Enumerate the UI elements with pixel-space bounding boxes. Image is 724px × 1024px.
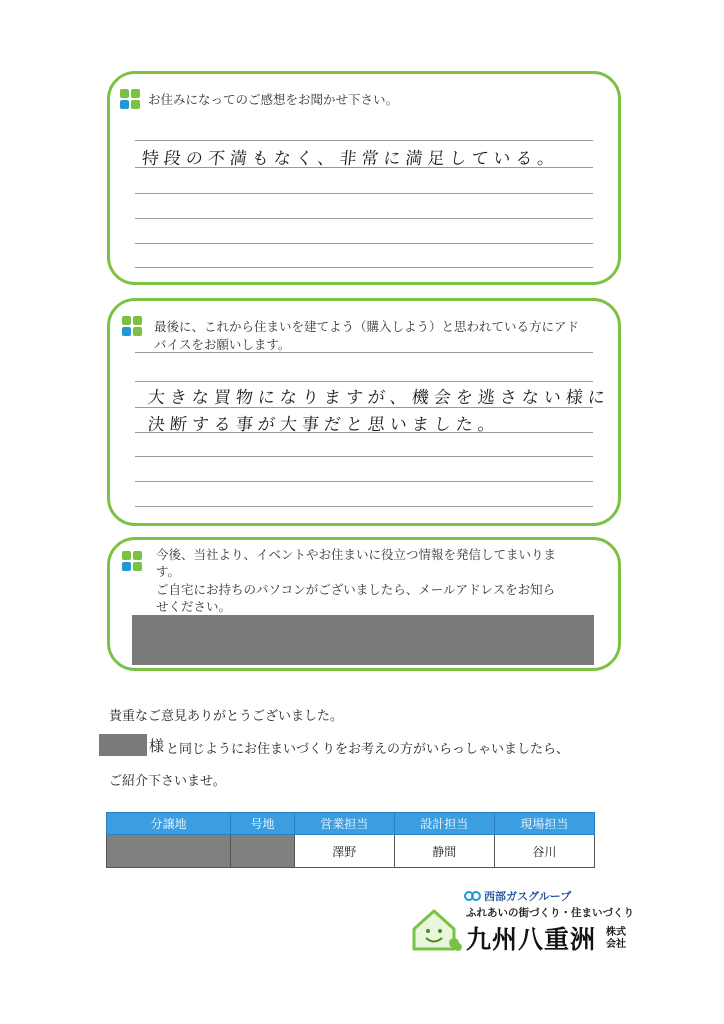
house-smile-icon [410,907,462,953]
referral-ask-text: ご紹介下さいませ。 [109,774,226,789]
header-lot-number: 号地 [231,813,294,835]
staff-table [106,812,595,868]
question-3-line-4: せください。 [156,599,232,614]
staff-table-value-row [107,835,595,868]
header-design: 設計担当 [394,813,494,835]
writing-line [135,481,593,482]
writing-line [135,432,593,433]
writing-line [135,407,593,408]
header-site: 現場担当 [494,813,594,835]
value-lot-redacted [107,835,231,868]
answer-2-handwriting-line-2: 決断する事が大事だと思いました。 [146,415,501,435]
value-site: 谷川 [494,835,594,868]
question-1-text: お住みになってのご感想をお聞かせ下さい。 [148,92,399,107]
bullet-icon [122,551,144,573]
company-name: 九州八重洲 [466,925,597,954]
answer-1-handwriting: 特段の不満もなく、非常に満足している。 [140,149,561,169]
question-2-line-2: バイスをお願いします。 [154,337,291,352]
value-lot-number-redacted [231,835,294,868]
group-name: 西部ガスグループ [484,890,572,903]
group-mark-icon [464,889,484,903]
writing-line [135,243,593,244]
header-lot: 分譲地 [107,813,231,835]
writing-line [135,218,593,219]
company-tagline: ふれあいの街づくり・住まいづくり [466,907,634,919]
company-suffix-top: 株式 [606,927,626,938]
bullet-icon [122,316,144,338]
writing-line [135,352,593,353]
question-3-line-3: ご自宅にお持ちのパソコンがございましたら、メールアドレスをお知ら [156,582,556,597]
question-3-line-1: 今後、当社より、イベントやお住まいに役立つ情報を発信してまいりま [156,547,557,562]
value-sales: 澤野 [294,835,394,868]
header-sales: 営業担当 [294,813,394,835]
writing-line [135,193,593,194]
writing-line [135,140,593,141]
sama-text: 様 [149,737,165,755]
value-design: 静間 [394,835,494,868]
answer-2-handwriting-line-1: 大きな買物になりますが、機会を逃さない様に [146,388,611,408]
writing-line [135,167,593,168]
question-3-line-2: す。 [156,564,181,579]
redacted-email [132,615,594,665]
redacted-customer-name [99,734,147,756]
question-2-line-1: 最後に、これから住まいを建てよう（購入しよう）と思われている方にアド [154,319,580,334]
writing-line [135,506,593,507]
bullet-icon [120,89,142,111]
staff-table-header-row [107,813,595,835]
writing-line [135,267,593,268]
company-suffix-bottom: 会社 [606,939,626,950]
writing-line [135,381,593,382]
referral-text: と同じようにお住まいづくりをお考えの方がいらっしゃいましたら、 [166,742,570,757]
company-logo [410,885,640,955]
thanks-text: 貴重なご意見ありがとうございました。 [109,709,344,724]
writing-line [135,456,593,457]
